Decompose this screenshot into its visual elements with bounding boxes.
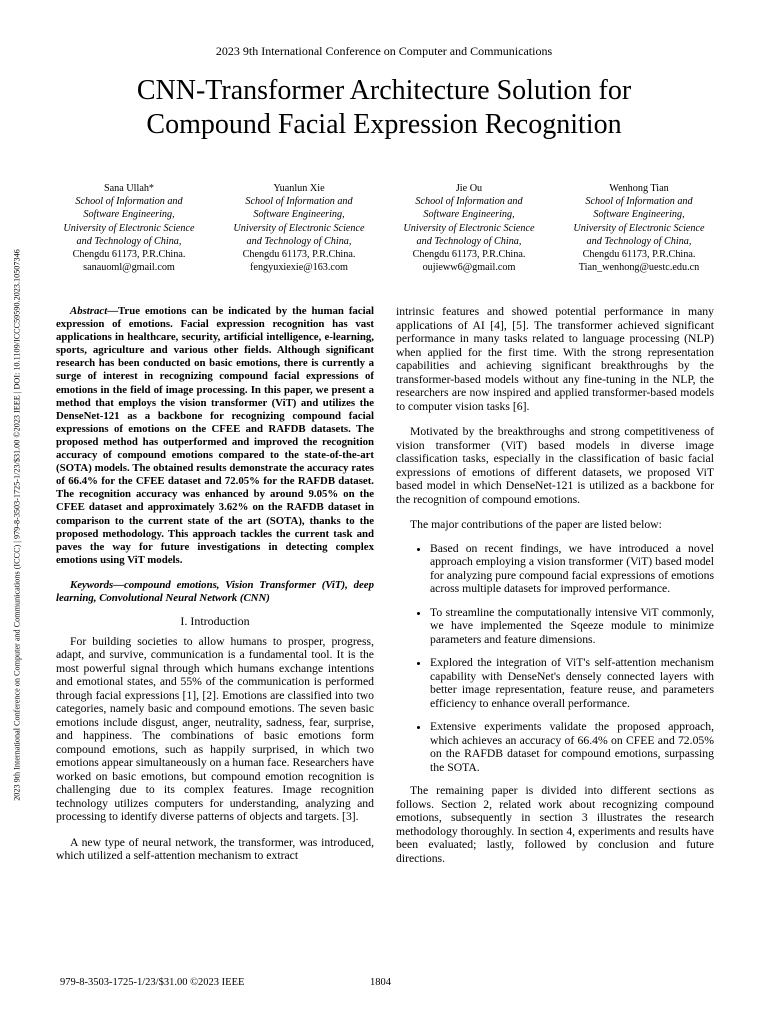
author-2 — [214, 182, 384, 274]
author-affiliation: and Technology of China, — [246, 235, 352, 247]
contributions-intro: The major contributions of the paper are listed below: — [410, 518, 662, 531]
author-affiliation: University of Electronic Science — [403, 222, 535, 234]
author-block — [44, 182, 724, 274]
author-affiliation: and Technology of China, — [416, 235, 522, 247]
author-affiliation: Software Engineering, — [593, 209, 685, 221]
author-name: Yuanlun Xie — [273, 183, 325, 194]
author-city: Chengdu 61173, P.R.China. — [412, 249, 526, 261]
left-column — [56, 305, 374, 863]
author-affiliation: University of Electronic Science — [573, 222, 705, 234]
author-affiliation: Software Engineering, — [83, 209, 175, 221]
author-email: fengyuxiexie@163.com — [250, 262, 348, 274]
author-affiliation: Software Engineering, — [253, 209, 345, 221]
author-affiliation: University of Electronic Science — [233, 222, 365, 234]
right-paragraph-2: Motivated by the breakthroughs and strong competitiveness of vision transformer (ViT) based models in diverse image classification tasks, especially in the classification of basic facial expressions of emotions of different datasets, we proposed ViT based model in which DenseNet-121 is utilized as a backbone for the recognition of compound emotions. — [396, 425, 714, 506]
sidebar-citation — [6, 160, 28, 890]
list-item: • Based on recent findings, we have introduced a novel approach employing a vision transformer (ViT) based model for analyzing pure compound facial expressions of emotions across multiple datasets for improved performance. — [430, 542, 714, 596]
author-email: oujieww6@gmail.com — [422, 262, 516, 274]
right-column — [396, 305, 714, 865]
abstract-text: —True emotions can be indicated by the human facial expression of emotions. Facial expression recognition has vast applications in healthcare, security, artificial intelligence, e-learning, sports, agriculture and various other fields. Although significant research has been conducted on basic emotions, there is currently a surge of interest in recognizing compound facial expressions of emotions in the field of image processing. In this paper, we present a method that employs the vision transformer (ViT) and utilizes the DenseNet-121 as a backbone for recognizing compound facial expressions of emotions on the CFEE and RAFDB datasets. The proposed method has outperformed and improved the recognition accuracy of compound emotions compared to the state-of-the-art (SOTA) models. The obtained results demonstrate the accuracy rates of 66.4% for the CFEE dataset and 72.05% for the RAFDB dataset. The recognition accuracy was enhanced by around 9.05% on the CFEE dataset and approximately 3.62% on the RAFDB dataset in comparison to the current state of the art (SOTA), thanks to the proposed methodology. This approach tackles the current task and paves the way for future investigations in detecting complex emotions using ViT models. — [56, 305, 374, 566]
title-line-2: Compound Facial Expression Recognition — [146, 109, 622, 140]
author-city: Chengdu 61173, P.R.China. — [582, 249, 696, 261]
author-4 — [554, 182, 724, 274]
author-email: Tian_wenhong@uestc.edu.cn — [578, 262, 700, 274]
list-item: • Explored the integration of ViT's self-attention mechanism capability with DenseNet's densely connected layers with better image representation, feature reuse, and parameters efficiency to enhance overall performance. — [430, 656, 714, 710]
author-affiliation: and Technology of China, — [586, 235, 692, 247]
conference-header: 2023 9th International Conference on Computer and Communications — [215, 44, 553, 58]
author-name: Sana Ullah* — [103, 183, 155, 194]
abstract — [56, 305, 374, 567]
author-affiliation: University of Electronic Science — [63, 222, 195, 234]
paper-title — [40, 74, 728, 142]
footer-isbn: 979-8-3503-1725-1/23/$31.00 ©2023 IEEE — [60, 977, 245, 988]
title-line-1: CNN-Transformer Architecture Solution for — [136, 75, 632, 106]
author-city: Chengdu 61173, P.R.China. — [72, 249, 186, 261]
section-heading-introduction: I. Introduction — [180, 614, 250, 629]
abstract-label: Abstract — [70, 305, 108, 317]
author-affiliation: School of Information and — [75, 196, 183, 208]
author-email: sanauoml@gmail.com — [83, 262, 175, 274]
page-number: 1804 — [370, 977, 391, 988]
author-name: Jie Ou — [455, 183, 483, 194]
author-3 — [384, 182, 554, 274]
intro-paragraph-2: A new type of neural network, the transformer, was introduced, which utilized a self-attention mechanism to extract — [56, 835, 374, 863]
list-item: • Extensive experiments validate the proposed approach, which achieves an accuracy of 66.4% on CFEE and 72.05% on the RAFDB dataset for compound emotions, surpassing the SOTA. — [430, 720, 714, 774]
author-affiliation: Software Engineering, — [423, 209, 515, 221]
contributions-list — [396, 542, 714, 775]
author-affiliation: School of Information and — [245, 196, 353, 208]
sidebar-citation-text: 2023 9th International Conference on Computer and Communications (ICCC) | 979-8-3503-1725-1/23/$31.00 ©2023 IEEE | DOI: 10.1109/ICCC59590.2023.10507346 — [12, 249, 22, 801]
intro-paragraph-1: For building societies to allow humans to prosper, progress, adapt, and survive, communication is a fundamental tool. It is the most powerful signal through which humans exchange intentions and emotional states, and 55% of the communication is performed through facial expressions [1], [2]. Emotions are classified into two categories, namely basic and compound emotions. The seven basic emotions include disgust, anger, neutrality, sadness, fear, surprise, and happiness. The combinations of basic emotions form compound emotions, such as happily surprised, in which two emotions appear simultaneously on a human face. Researchers have worked on basic emotions, but compound emotion recognition is challenging due to its complex features. Image recognition technology utilizes computers for understanding, analyzing and processing to identify diverse patterns of objects and targets. [3]. — [56, 634, 374, 824]
author-affiliation: School of Information and — [585, 196, 693, 208]
right-paragraph-4: The remaining paper is divided into different sections as follows. Section 2, related work about recognizing compound emotions, subsequently in section 3 illustrates the research methodology thoroughly. In section 4, experiments and results have been evaluated; lastly, followed by conclusion and future directions. — [396, 784, 714, 865]
author-1 — [44, 182, 214, 274]
author-name: Wenhong Tian — [609, 183, 669, 194]
list-item: • To streamline the computationally intensive ViT commonly, we have implemented the Sqeeze module to minimize parameters and feature dimensions. — [430, 606, 714, 647]
author-affiliation: and Technology of China, — [76, 235, 182, 247]
right-paragraph-1: intrinsic features and showed potential performance in many applications of AI [4], [5]. The transformer achieved significant performance in many tasks related to language processing (NLP) when applied for the first time. With the strong representation capabilities and achieving significant breakthroughs by the transformer-based models without any fine-tuning in the NLP, the researchers are now inspired and applied transformer-based models to computer vision tasks [6]. — [396, 305, 714, 413]
keywords: Keywords—compound emotions, Vision Transformer (ViT), deep learning, Convolutional Neural Network (CNN) — [56, 578, 374, 604]
author-affiliation: School of Information and — [415, 196, 523, 208]
author-city: Chengdu 61173, P.R.China. — [242, 249, 356, 261]
